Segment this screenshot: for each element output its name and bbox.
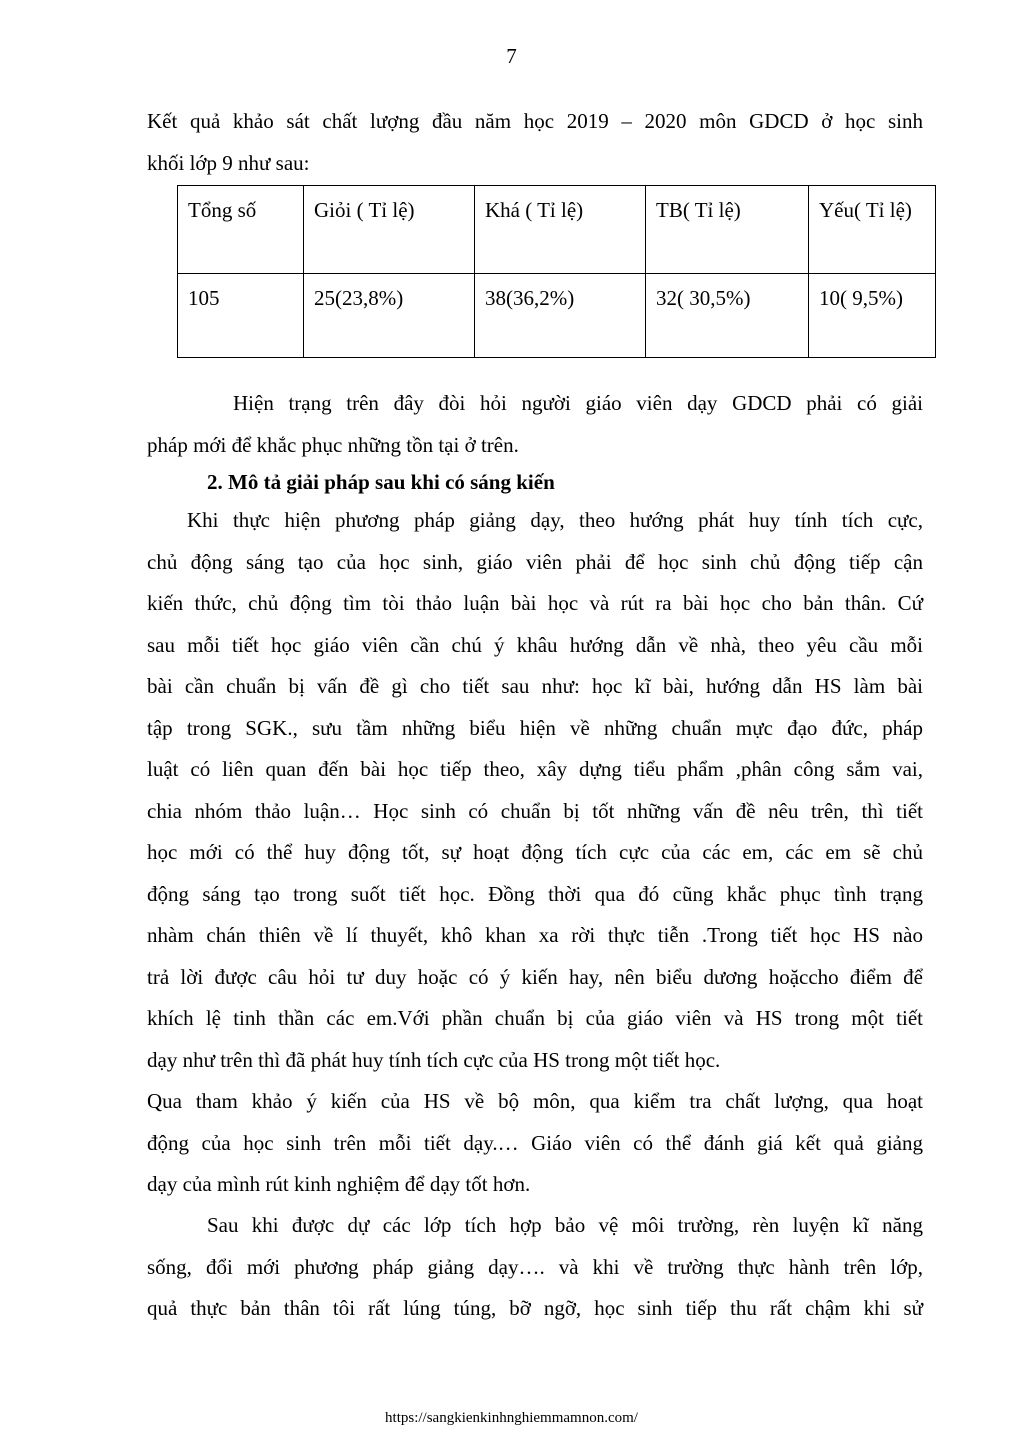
- survey-line: dạy của mình rút kinh nghiệm để dạy tốt hơn.: [147, 1172, 531, 1196]
- body-line: chia nhóm thảo luận… Học sinh có chuẩn bị tốt những vấn đề nêu trên, thì tiết: [147, 798, 923, 823]
- body-line: trả lời được câu hỏi tư duy hoặc có ý kiến hay, nên biểu dương hoặccho điểm để: [147, 964, 923, 989]
- footer-url: https://sangkienkinhnghiemmamnon.com/: [385, 1410, 638, 1426]
- final-line: Sau khi được dự các lớp tích hợp bảo vệ môi trường, rèn luyện kĩ năng: [207, 1213, 923, 1237]
- intro-line: Kết quả khảo sát chất lượng đầu năm học 2019 – 2020 môn GDCD ở học sinh: [147, 109, 923, 133]
- results-table: [177, 185, 936, 358]
- body-line: sau mỗi tiết học giáo viên cần chú ý khâu hướng dẫn về nhà, theo yêu cầu mỗi: [147, 632, 923, 657]
- survey-line: Qua tham khảo ý kiến của HS về bộ môn, qua kiểm tra chất lượng, qua hoạt: [147, 1089, 923, 1113]
- header-total: Tổng số: [178, 186, 304, 274]
- body-line: động sáng tạo trong suốt tiết học. Đồng thời qua đó cũng khắc phục tình trạng: [147, 881, 923, 906]
- body-line: dạy như trên thì đã phát huy tính tích cực của HS trong một tiết học.: [147, 1047, 721, 1072]
- header-weak: Yếu( Tỉ lệ): [809, 186, 936, 274]
- final-line: sống, đổi mới phương pháp giảng dạy…. và khi về trường thực hành trên lớp,: [147, 1254, 923, 1279]
- survey-paragraph: [147, 1081, 923, 1206]
- page-number: 7: [506, 44, 517, 68]
- survey-line: động của học sinh trên mỗi tiết dạy.… Giáo viên có thể đánh giá kết quả giảng: [147, 1130, 923, 1155]
- intro-paragraph: [147, 101, 923, 184]
- body-line: bài cần chuẩn bị vấn đề gì cho tiết sau như: học kĩ bài, hướng dẫn HS làm bài: [147, 674, 923, 698]
- body-line: kiến thức, chủ động tìm tòi thảo luận bài học và rút ra bài học cho bản thân. Cứ: [147, 591, 923, 615]
- body-line: tập trong SGK., sưu tầm những biểu hiện về những chuẩn mực đạo đức, pháp: [147, 715, 923, 740]
- body-line: học mới có thể huy động tốt, sự hoạt động tích cực của các em, các em sẽ chủ: [147, 840, 923, 864]
- body-line: chủ động sáng tạo của học sinh, giáo viên phải để học sinh chủ động tiếp cận: [147, 549, 923, 574]
- cell-good: 38(36,2%): [475, 274, 646, 358]
- body-line: Khi thực hiện phương pháp giảng dạy, theo hướng phát huy tính tích cực,: [187, 508, 923, 532]
- cell-total: 105: [178, 274, 304, 358]
- final-paragraph: [147, 1205, 923, 1330]
- table-row: [178, 274, 936, 358]
- table-header-row: [178, 186, 936, 274]
- intro-line: khối lớp 9 như sau:: [147, 150, 310, 175]
- section-heading: 2. Mô tả giải pháp sau khi có sáng kiến: [207, 470, 555, 494]
- header-excellent: Giỏi ( Tỉ lệ): [304, 186, 475, 274]
- cell-excellent: 25(23,8%): [304, 274, 475, 358]
- status-line: Hiện trạng trên đây đòi hỏi người giáo viên dạy GDCD phải có giải: [233, 391, 923, 415]
- cell-average: 32( 30,5%): [646, 274, 809, 358]
- header-good: Khá ( Tỉ lệ): [475, 186, 646, 274]
- final-line: quả thực bản thân tôi rất lúng túng, bỡ ngỡ, học sinh tiếp thu rất chậm khi sử: [147, 1296, 923, 1320]
- header-average: TB( Tỉ lệ): [646, 186, 809, 274]
- status-paragraph: [147, 383, 923, 466]
- cell-weak: 10( 9,5%): [809, 274, 936, 358]
- body-paragraph: [147, 500, 923, 1081]
- status-line: pháp mới để khắc phục những tồn tại ở trên.: [147, 432, 519, 457]
- body-line: khích lệ tinh thần các em.Với phần chuẩn bị của giáo viên và HS trong một tiết: [147, 1006, 923, 1030]
- body-line: luật có liên quan đến bài học tiếp theo, xây dựng tiểu phẩm ,phân công sắm vai,: [147, 757, 923, 781]
- body-line: nhàm chán thiên về lí thuyết, khô khan xa rời thực tiễn .Trong tiết học HS nào: [147, 923, 923, 947]
